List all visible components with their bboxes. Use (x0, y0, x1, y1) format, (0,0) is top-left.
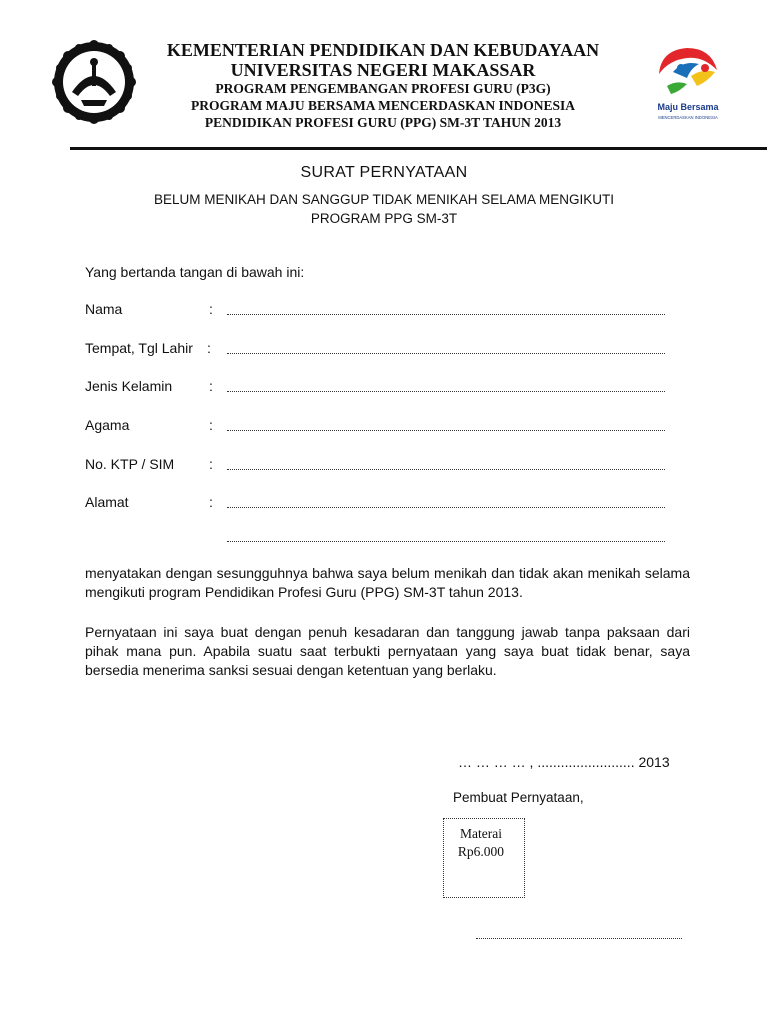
maju-bersama-logo (653, 42, 723, 126)
field-fill-line[interactable] (227, 429, 665, 431)
field-label: Tempat, Tgl Lahir (85, 340, 193, 356)
intro-text: Yang bertanda tangan di bawah ini: (85, 264, 305, 280)
field-fill-line[interactable] (227, 468, 665, 470)
field-fill-line[interactable] (227, 390, 665, 392)
stamp-label: Materai (460, 826, 502, 841)
field-nama (85, 301, 675, 321)
field-fill-line[interactable] (227, 540, 665, 542)
letterhead (150, 40, 616, 131)
document-subtitle: BELUM MENIKAH DAN SANGGUP TIDAK MENIKAH SELAMA MENGIKUTI PROGRAM PPG SM-3T (153, 192, 615, 226)
stamp-duty-box (443, 818, 525, 898)
field-label: No. KTP / SIM (85, 456, 175, 472)
header-divider (70, 147, 767, 150)
logo-subtext: MENCERDASKAN INDONESIA (658, 115, 718, 120)
program-maju-bersama: PROGRAM MAJU BERSAMA MENCERDASKAN INDONESIA (190, 98, 575, 113)
field-colon: : (209, 417, 213, 433)
signer-label: Pembuat Pernyataan, (453, 790, 584, 805)
field-alamat (85, 494, 675, 514)
document-title: SURAT PERNYATAAN (300, 164, 468, 181)
statement-paragraph: menyatakan dengan sesungguhnya bahwa saya belum menikah dan tidak akan menikah selama mengikuti program Pendidikan Profesi Guru (PPG) SM-3T tahun 2013. (85, 565, 690, 600)
field-colon: : (207, 340, 211, 356)
ministry-name: KEMENTERIAN PENDIDIKAN DAN KEBUDAYAAN (166, 40, 600, 60)
field-colon: : (209, 456, 213, 472)
field-colon: : (209, 301, 213, 317)
field-ktp-sim (85, 456, 675, 476)
field-label: Jenis Kelamin (85, 378, 173, 394)
field-colon: : (209, 378, 213, 394)
declaration-paragraph: Pernyataan ini saya buat dengan penuh kesadaran dan tanggung jawab tanpa paksaan dari pihak mana pun. Apabila suatu saat terbukti pernyataan yang saya buat tidak benar, saya bersedia menerima sanksi sesuai dengan ketentuan yang berlaku. (85, 624, 690, 678)
program-p3g: PROGRAM PENGEMBANGAN PROFESI GURU (P3G) (215, 81, 551, 96)
field-alamat-continued (85, 528, 675, 548)
program-ppg: PENDIDIKAN PROFESI GURU (PPG) SM-3T TAHUN 2013 (204, 115, 562, 130)
field-label: Nama (85, 301, 123, 317)
place-date-line: … … … … , ......................... 2013 (458, 754, 670, 770)
field-agama (85, 417, 675, 437)
field-label: Agama (85, 417, 130, 433)
university-name: UNIVERSITAS NEGERI MAKASSAR (230, 60, 536, 80)
stamp-value: Rp6.000 (457, 844, 505, 859)
field-fill-line[interactable] (227, 313, 665, 315)
field-label: Alamat (85, 494, 129, 510)
logo-text: Maju Bersama (657, 102, 719, 112)
signature-line[interactable] (476, 938, 682, 939)
field-fill-line[interactable] (227, 352, 665, 354)
field-tempat-tgl-lahir (85, 340, 675, 360)
university-seal-icon (48, 40, 148, 124)
field-jenis-kelamin (85, 378, 675, 398)
field-colon: : (209, 494, 213, 510)
field-fill-line[interactable] (227, 506, 665, 508)
